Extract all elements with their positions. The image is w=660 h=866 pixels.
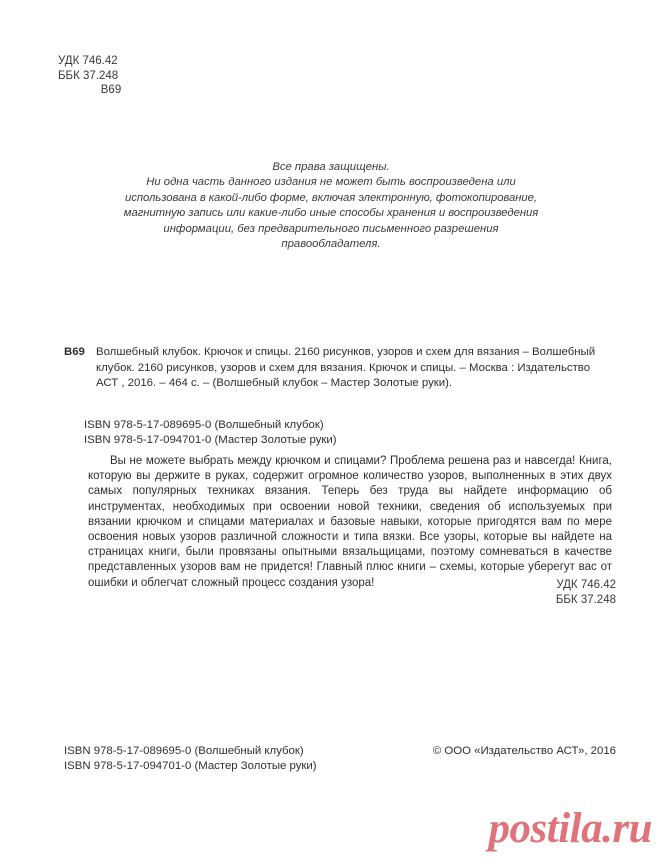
classification-block-top [58, 54, 178, 98]
rights-notice [96, 160, 566, 252]
annotation-block [88, 454, 612, 591]
bibliographic-line-3: АСТ , 2016. – 464 с. – (Волшебный клубок – Мастер Золотые руки). [96, 377, 453, 390]
udk-code-top: УДК 746.42 [58, 55, 118, 67]
isbn-volshebny-klubok-footer: ISBN 978-5-17-089695-0 (Волшебный клубок) [64, 745, 304, 757]
bibliographic-record-row [64, 345, 620, 392]
bibliographic-record [64, 345, 620, 392]
page-footer [64, 744, 616, 775]
rights-notice-line-4: магнитную запись или какие-либо иные способы хранения и воспроизведения [123, 207, 539, 220]
rights-notice-line-6: правообладателя. [281, 238, 381, 251]
rights-notice-line-2: Ни одна часть данного издания не может быть воспроизведена или [146, 176, 516, 189]
udk-code-bottom: УДК 746.42 [556, 579, 616, 591]
isbn-block-top [84, 418, 337, 449]
rights-notice-line-1: Все права защищены. [272, 161, 390, 173]
isbn-master-zolotye-ruki-footer: ISBN 978-5-17-094701-0 (Мастер Золотые руки) [64, 760, 317, 773]
bibliographic-line-1: Волшебный клубок. Крючок и спицы. 2160 рисунков, узоров и схем для вязания – Волшебный [96, 346, 596, 358]
isbn-master-zolotye-ruki-top: ISBN 978-5-17-094701-0 (Мастер Золотые руки) [84, 434, 337, 447]
bbk-code-top: ББК 37.248 [58, 69, 119, 82]
copyright-notice: © ООО «Издательство АСТ», 2016 [432, 745, 616, 757]
bbk-code-bottom: ББК 37.248 [555, 594, 616, 606]
postila-watermark: postila.ru [488, 805, 652, 852]
classification-block-bottom [556, 578, 616, 608]
author-sign-code: В69 [100, 84, 122, 96]
isbn-volshebny-klubok-top: ISBN 978-5-17-089695-0 (Волшебный клубок) [84, 419, 324, 431]
isbn-block-footer [64, 744, 317, 775]
rights-notice-line-3: использована в какой-либо форме, включая электронную, фотокопирование, [125, 191, 537, 204]
bibliographic-sigil: В69 [64, 346, 85, 358]
rights-notice-line-5: информации, без предварительного письменного разрешения [163, 222, 499, 235]
annotation-text: Вы не можете выбрать между крючком и спицами? Проблема решена раз и навсегда! Книга, которую вы держите в руках, содержит огромное количество узоров, выполненных в этих двух самых популярных техниках вязания. Теперь без труда вы найдете информацию об инструментах, необходимых при освоении новой техники, сведения об используемых при вязании крючком и спицами материалах и базовые навыки, которые пригодятся вам по мере освоения новых узоров различной сложности и типа вязки. Все узоры, которые вы найдете на страницах книги, были провязаны опытными вязальщицами, поэтому сомневаться в качестве представленных узоров вам не придется! Главный плюс книги – схемы, которые уберегут вас от ошибки и облегчат сложный процесс создания узора! [88, 455, 612, 589]
bibliographic-line-2: клубок. 2160 рисунков, узоров и схем для вязания. Крючок и спицы. – Москва : Издательство [96, 361, 591, 374]
bibliographic-text [96, 345, 620, 392]
